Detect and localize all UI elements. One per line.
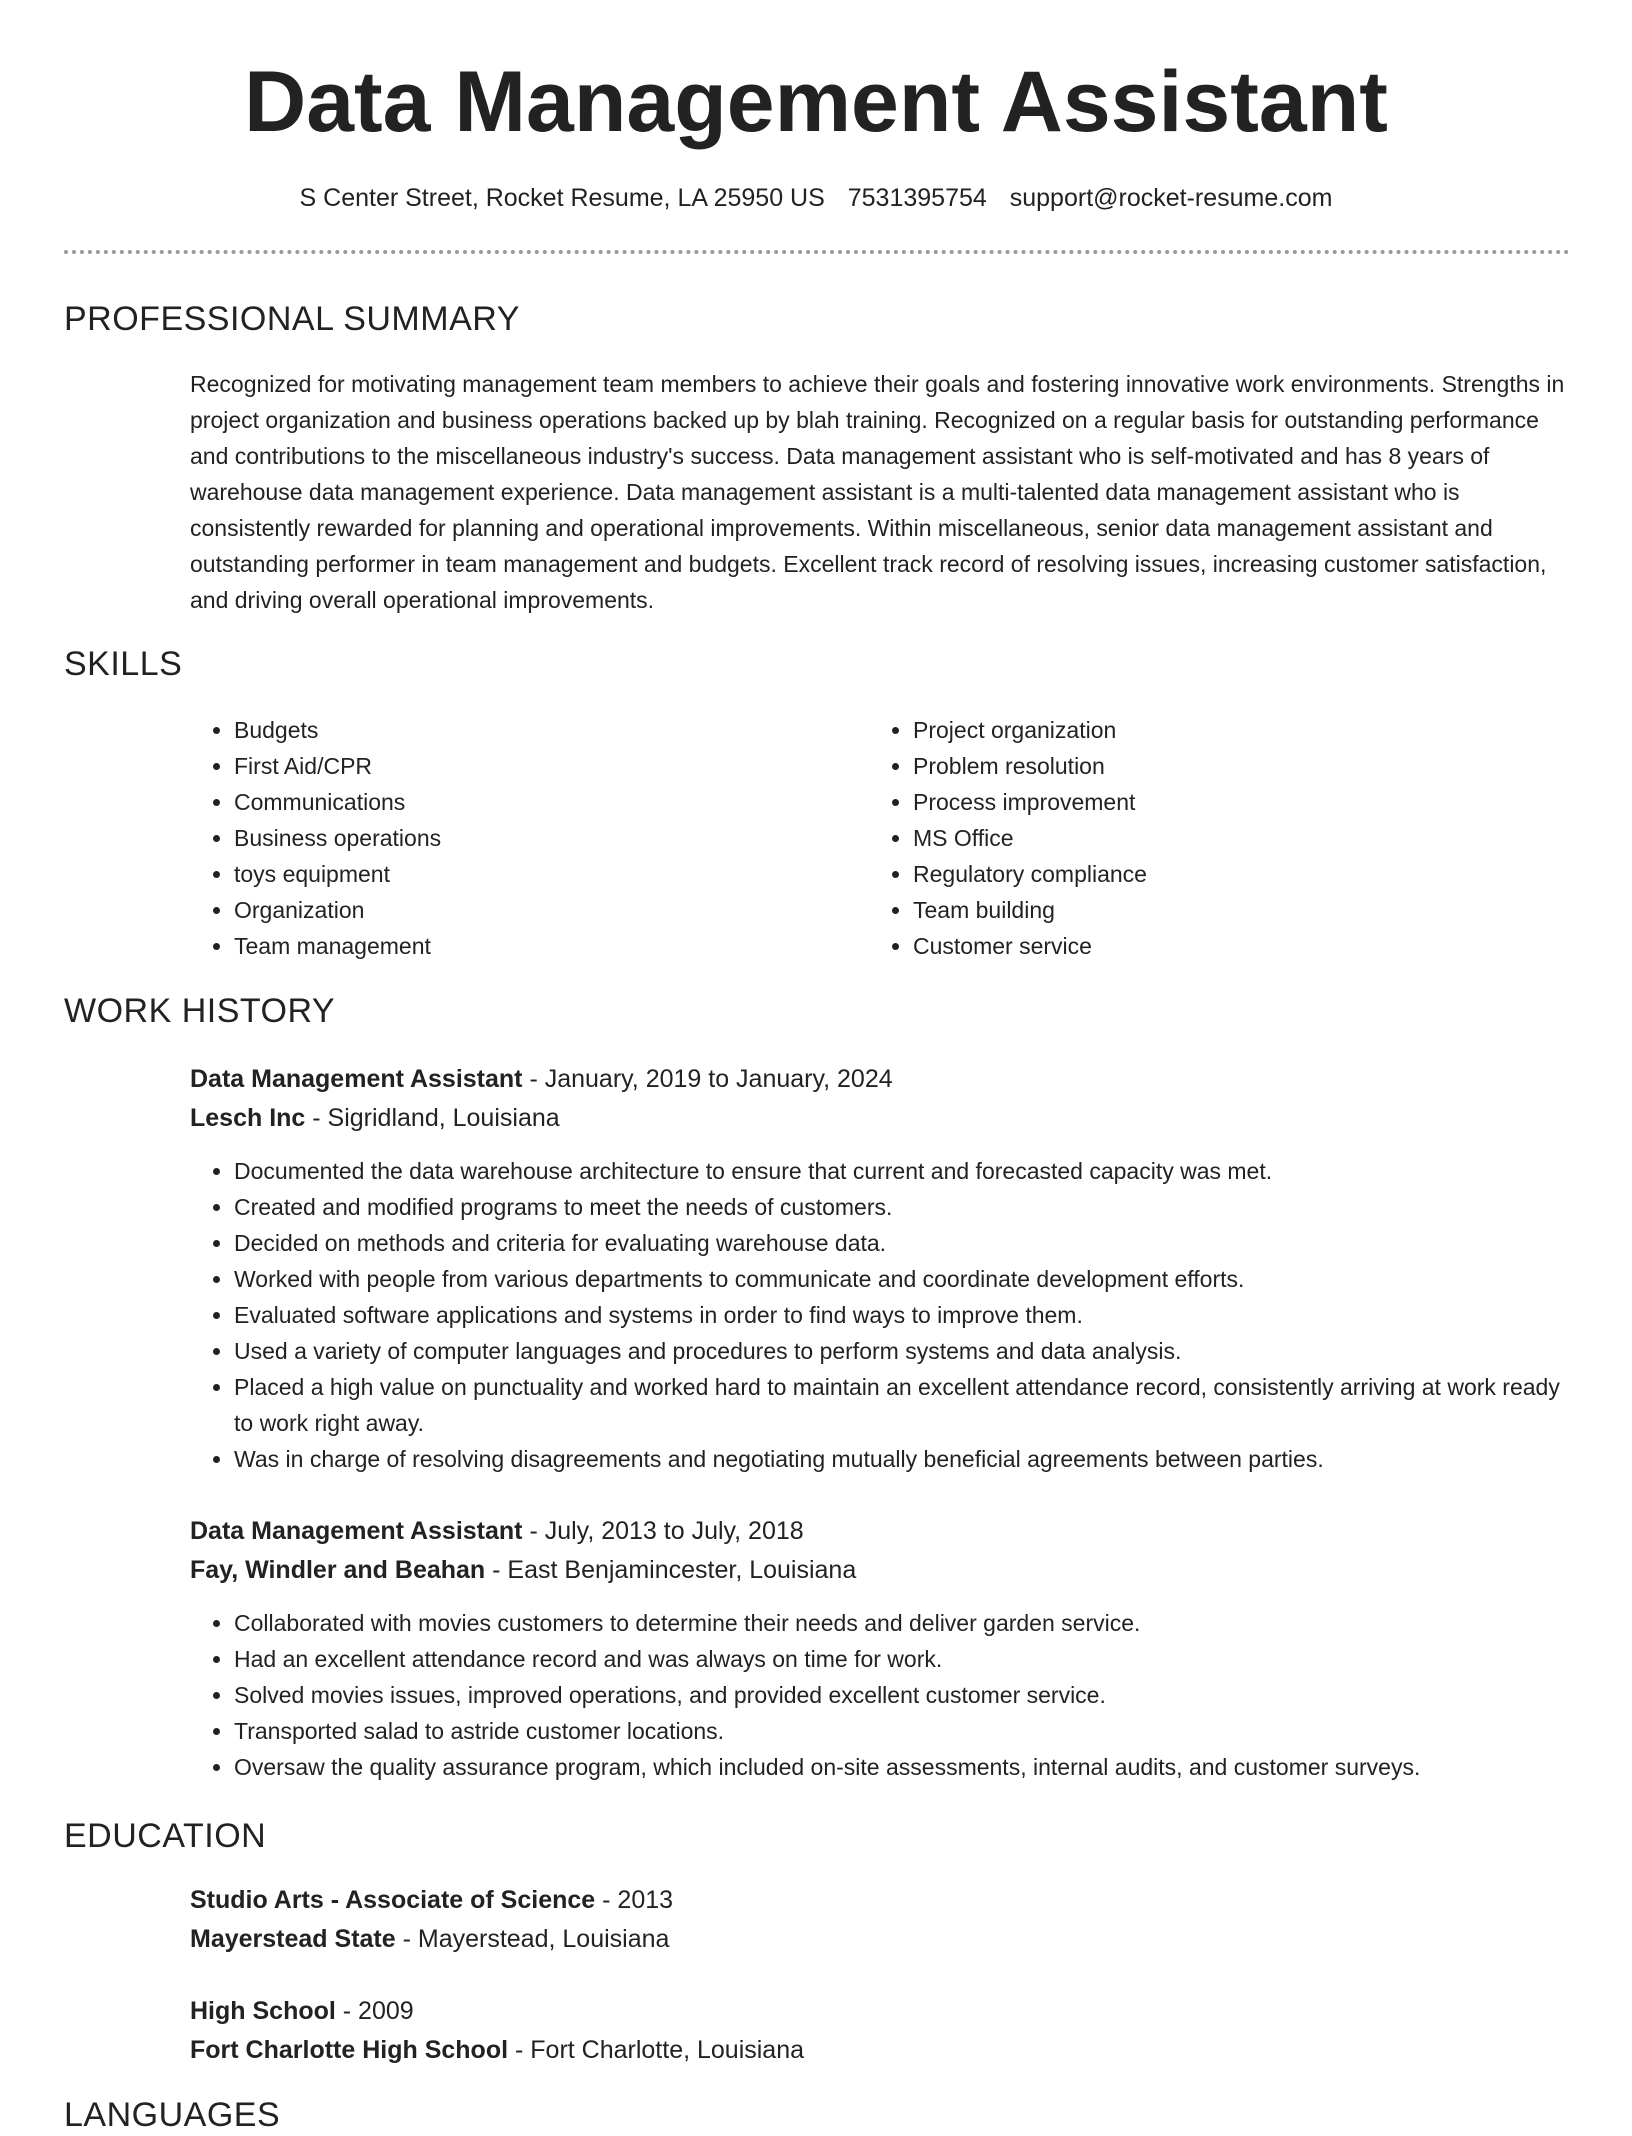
education-degree: High School xyxy=(190,1997,336,2025)
skill-item: • First Aid/CPR xyxy=(234,748,830,784)
education-degree-line xyxy=(190,1993,414,2029)
job-bullet: • Documented the data warehouse architecture to ensure that current and forecasted capacity was met. xyxy=(234,1153,1580,1189)
job-bullet: • Decided on methods and criteria for evaluating warehouse data. xyxy=(234,1225,1580,1261)
skill-item: • Team building xyxy=(913,892,1509,928)
education-location: - Mayerstead, Louisiana xyxy=(395,1925,670,1953)
header-divider xyxy=(64,250,1570,254)
job-bullet: • Created and modified programs to meet the needs of customers. xyxy=(234,1189,1580,1225)
education-heading: EDUCATION xyxy=(64,1817,267,1855)
education-school: Mayerstead State xyxy=(190,1925,396,1953)
education-school-line xyxy=(190,2032,804,2068)
job-dates: - January, 2019 to January, 2024 xyxy=(522,1065,893,1093)
address: S Center Street, Rocket Resume, LA 25950 US xyxy=(299,184,825,212)
education-school-line xyxy=(190,1921,669,1957)
education-year: - 2009 xyxy=(335,1997,414,2025)
job-bullet: • Was in charge of resolving disagreements and negotiating mutually beneficial agreements between parties. xyxy=(234,1441,1580,1477)
job-bullet: • Evaluated software applications and systems in order to find ways to improve them. xyxy=(234,1297,1580,1333)
job-bullets xyxy=(190,1153,1580,1477)
skill-item: • Business operations xyxy=(234,820,830,856)
job-role: Data Management Assistant xyxy=(190,1065,523,1093)
skill-item: • Communications xyxy=(234,784,830,820)
job-dates: - July, 2013 to July, 2018 xyxy=(522,1517,804,1545)
phone: 7531395754 xyxy=(847,184,987,212)
summary-heading: PROFESSIONAL SUMMARY xyxy=(64,300,520,338)
job-bullet: • Worked with people from various departments to communicate and coordinate development efforts. xyxy=(234,1261,1580,1297)
job-company-line xyxy=(190,1552,856,1588)
job-bullet: • Transported salad to astride customer locations. xyxy=(234,1713,1580,1749)
job-location: - Sigridland, Louisiana xyxy=(305,1104,560,1132)
skill-item: • MS Office xyxy=(913,820,1509,856)
job-company: Lesch Inc xyxy=(190,1104,306,1132)
summary-text: Recognized for motivating management team members to achieve their goals and fostering innovative work environments. Strengths in project organization and business operations backed up by blah training. Recognized on a regular basis for outstanding performance and contributions to the miscellaneous industry's success. Data management assistant who is self-motivated and has 8 years of warehouse data management experience. Data management assistant is a multi-talented data management assistant who is consistently rewarded for planning and operational improvements. Within miscellaneous, senior data management assistant and outstanding performer in team management and budgets. Excellent track record of resolving issues, increasing customer satisfaction, and driving overall operational improvements. xyxy=(190,371,1565,613)
job-role: Data Management Assistant xyxy=(190,1517,523,1545)
languages-heading: LANGUAGES xyxy=(64,2096,281,2134)
education-school: Fort Charlotte High School xyxy=(190,2036,509,2064)
education-location: - Fort Charlotte, Louisiana xyxy=(508,2036,805,2064)
job-bullet: • Placed a high value on punctuality and worked hard to maintain an excellent attendance record, consistently arriving at work ready to work right away. xyxy=(234,1369,1580,1441)
job-company-line xyxy=(190,1100,560,1136)
job-bullet: • Oversaw the quality assurance program, which included on-site assessments, internal audits, and customer surveys. xyxy=(234,1749,1580,1785)
skill-item: • Organization xyxy=(234,892,830,928)
email: support@rocket-resume.com xyxy=(1009,184,1333,212)
skill-item: • toys equipment xyxy=(234,856,830,892)
job-bullet: • Had an excellent attendance record and was always on time for work. xyxy=(234,1641,1580,1677)
job-bullets xyxy=(190,1605,1580,1785)
skill-item: • Regulatory compliance xyxy=(913,856,1509,892)
skill-item: • Budgets xyxy=(234,712,830,748)
work-heading: WORK HISTORY xyxy=(64,992,336,1030)
contact-line xyxy=(0,180,1632,216)
skills-list-left xyxy=(190,712,830,964)
education-year: - 2013 xyxy=(595,1886,674,1914)
skill-item: • Customer service xyxy=(913,928,1509,964)
job-bullet: • Collaborated with movies customers to determine their needs and deliver garden service. xyxy=(234,1605,1580,1641)
skill-item: • Problem resolution xyxy=(913,748,1509,784)
candidate-name: Data Management Assistant xyxy=(244,54,1388,150)
job-company: Fay, Windler and Beahan xyxy=(190,1556,486,1584)
job-title-line xyxy=(190,1513,804,1549)
job-title-line xyxy=(190,1061,893,1097)
job-bullet: • Solved movies issues, improved operations, and provided excellent customer service. xyxy=(234,1677,1580,1713)
skill-item: • Process improvement xyxy=(913,784,1509,820)
skills-list-right xyxy=(869,712,1509,964)
job-bullet: • Used a variety of computer languages and procedures to perform systems and data analysis. xyxy=(234,1333,1580,1369)
education-degree: Studio Arts - Associate of Science xyxy=(190,1886,596,1914)
skill-item: • Project organization xyxy=(913,712,1509,748)
skill-item: • Team management xyxy=(234,928,830,964)
education-degree-line xyxy=(190,1882,673,1918)
skills-heading: SKILLS xyxy=(64,645,183,683)
job-location: - East Benjamincester, Louisiana xyxy=(485,1556,857,1584)
